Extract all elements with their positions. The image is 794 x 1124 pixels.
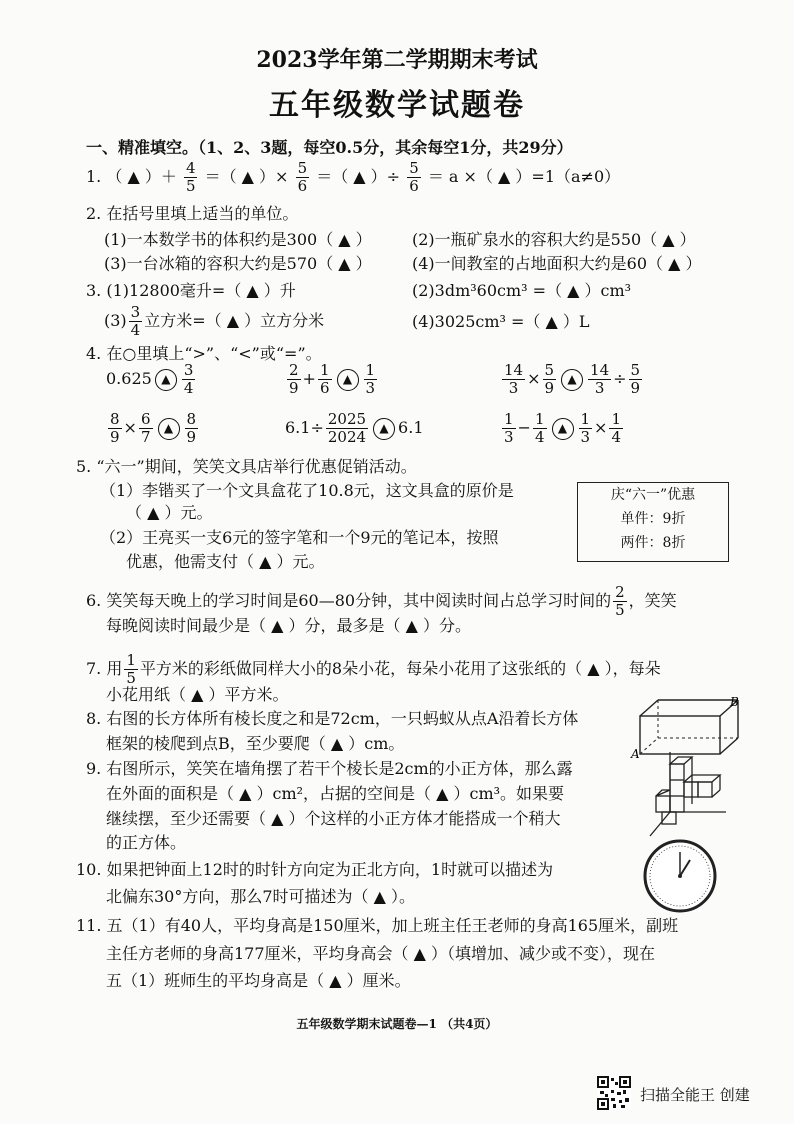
- question-number: 8.: [86, 709, 102, 728]
- fraction: $\frac{4}{5}$: [185, 159, 196, 195]
- fraction: $\frac{1}{3}$: [580, 410, 591, 446]
- question-6-line-1: 6. 笑笑每天晚上的学习时间是60—80分钟，其中阅读时间占总学习时间的 $\frac{2}{5}$ ，笑笑: [86, 583, 677, 619]
- question-text: 在○里填上“>”、“<”或“=”。: [106, 344, 322, 363]
- fraction: $\frac{2025}{2024}$: [327, 410, 367, 446]
- q1-part-d: ＝ a ×（ ▲ ）=1（a≠0）: [427, 167, 621, 186]
- q2-item-3: (3)一台冰箱的容积大约是570（ ▲ ）: [104, 254, 372, 273]
- fraction: $\frac{14}{3}$: [504, 361, 524, 397]
- fraction: $\frac{3}{4}$: [183, 361, 194, 397]
- compare-item-2: $\frac{2}{9}$ + $\frac{1}{6}$ ▲ $\frac{1}{3}$: [289, 361, 376, 397]
- question-number: 3.: [86, 281, 102, 300]
- q5-part-1a: （1）李锴买了一个文具盒花了10.8元，这文具盒的原价是: [100, 481, 514, 500]
- compare-item-3: $\frac{14}{3}$ × $\frac{5}{9}$ ▲ $\frac{14}{3}$ ÷ $\frac{5}{9}$: [504, 361, 641, 397]
- question-10-line-2: 北偏东30°方向，那么7时可描述为（ ▲ ）。: [106, 887, 416, 906]
- question-1: [86, 160, 620, 195]
- question-9-line-1: 9. 右图所示，笑笑在墙角摆了若干个棱长是2cm的小正方体，那么露: [86, 759, 573, 778]
- compare-circle: ▲: [158, 418, 180, 440]
- fraction: $\frac{5}{6}$: [409, 159, 419, 195]
- compare-circle: ▲: [155, 369, 177, 391]
- question-3-row-1: [86, 280, 296, 302]
- fraction: $\frac{5}{6}$: [297, 159, 308, 195]
- question-10-line-1: 10. 如果把钟面上12时的时针方向定为正北方向，1时就可以描述为: [76, 860, 554, 879]
- fraction: $\frac{5}{9}$: [630, 361, 641, 397]
- compare-circle: ▲: [561, 369, 583, 391]
- fraction: $\frac{1}{6}$: [319, 361, 330, 397]
- q5-part-1b: （ ▲ ）元。: [126, 503, 213, 522]
- q5-part-2b: 优惠，他需支付（ ▲ ）元。: [126, 552, 325, 571]
- question-number: 4.: [86, 344, 102, 363]
- fraction: $\frac{3}{4}$: [130, 303, 141, 339]
- fraction: $\frac{8}{9}$: [186, 410, 197, 446]
- compare-item-6: $\frac{1}{3}$ − $\frac{1}{4}$ ▲ $\frac{1}{3}$ × $\frac{1}{4}$: [504, 410, 621, 446]
- fraction: $\frac{1}{3}$: [504, 410, 514, 446]
- compare-circle: ▲: [373, 418, 395, 440]
- promo-line-2: 两件：8折: [620, 535, 686, 551]
- question-9-line-3: 继续摆，至少还需要（ ▲ ）个这样的小正方体才能搭成一个稍大: [106, 809, 561, 828]
- page-footer: 五年级数学期末试题卷—1 （共4页）: [296, 1017, 498, 1031]
- fraction: $\frac{2}{9}$: [289, 361, 299, 397]
- paper-title: 五年级数学试题卷: [269, 88, 525, 123]
- question-7-line-2: 小花用纸（ ▲ ）平方米。: [106, 685, 289, 704]
- q3-item-1: (1)12800毫升=（ ▲ ）升: [106, 281, 296, 300]
- fraction: $\frac{2}{5}$: [615, 583, 625, 619]
- question-number: 2.: [86, 204, 102, 223]
- scanner-watermark: 扫描全能王 创建: [640, 1086, 750, 1104]
- question-2-stem: [86, 203, 298, 225]
- point-b-label: B: [730, 696, 739, 709]
- q1-part-b: ＝（ ▲ ）×: [204, 167, 289, 186]
- question-8-line-1: 8. 右图的长方体所有棱长度之和是72cm，一只蚂蚁从点A沿着长方体: [86, 709, 579, 728]
- question-number: 10.: [76, 860, 102, 879]
- q2-item-1: (1)一本数学书的体积约是300（ ▲ ）: [104, 230, 372, 249]
- q2-item-4: (4)一间教室的占地面积大约是60（ ▲ ）: [412, 254, 702, 273]
- question-9-line-4: 的正方体。: [106, 833, 187, 852]
- qr-code-icon: [597, 1076, 631, 1110]
- compare-circle: ▲: [552, 418, 574, 440]
- q3-item-4: (4)3025cm³ =（ ▲ ）L: [412, 312, 590, 331]
- question-8-line-2: 框架的棱爬到点B，至少要爬（ ▲ ）cm。: [106, 734, 405, 753]
- q3-item-2: (2)3dm³60cm³ =（ ▲ ）cm³: [412, 281, 632, 300]
- fraction: $\frac{5}{9}$: [544, 361, 555, 397]
- q2-item-2: (2)一瓶矿泉水的容积大约是550（ ▲ ）: [412, 230, 696, 249]
- q1-part-c: ＝（ ▲ ）÷: [316, 167, 401, 186]
- question-number: 11.: [76, 916, 102, 935]
- question-number: 9.: [86, 759, 102, 778]
- cubes-corner-figure: [648, 748, 728, 840]
- promo-title: 庆“六一”优惠: [610, 487, 696, 503]
- question-11-line-3: 五（1）班师生的平均身高是（ ▲ ）厘米。: [106, 971, 411, 990]
- question-number: 5.: [76, 457, 92, 476]
- section-heading: 一、精准填空。（1、2、3题，每空0.5分，其余每空1分，共29分）: [86, 138, 573, 157]
- promo-line-1: 单件：9折: [620, 511, 686, 527]
- clock-icon: [642, 838, 718, 914]
- fraction: $\frac{1}{4}$: [534, 410, 545, 446]
- question-number: 6.: [86, 591, 102, 610]
- question-9-line-2: 在外面的面积是（ ▲ ）cm²，占据的空间是（ ▲ ）cm³。如果要: [106, 784, 565, 803]
- q1-part-a: （ ▲ ）＋: [106, 167, 177, 186]
- question-11-line-2: 主任方老师的身高177厘米，平均身高会（ ▲ ）（填增加、减少或不变），现在: [106, 944, 656, 963]
- question-text: 在括号里填上适当的单位。: [106, 204, 299, 223]
- fraction: $\frac{1}{4}$: [611, 410, 621, 446]
- fraction: $\frac{1}{3}$: [365, 361, 376, 397]
- exam-title: 2023学年第二学期期末考试: [256, 47, 538, 73]
- fraction: $\frac{8}{9}$: [110, 410, 120, 446]
- question-7-line-1: 7. 用 $\frac{1}{5}$ 平方米的彩纸做同样大小的8朵小花，每朵小花用了这张纸的（ ▲ ），每朵: [86, 651, 661, 687]
- fraction: $\frac{14}{3}$: [590, 361, 610, 397]
- promo-box: [577, 482, 729, 562]
- question-6-line-2: 每晚阅读时间最少是（ ▲ ）分，最多是（ ▲ ）分。: [106, 616, 471, 635]
- q5-part-2a: （2）王亮买一支6元的签字笔和一个9元的笔记本，按照: [100, 528, 499, 547]
- fraction: $\frac{6}{7}$: [140, 410, 151, 446]
- fraction: $\frac{1}{5}$: [126, 651, 136, 687]
- compare-circle: ▲: [337, 369, 359, 391]
- compare-item-1: 0.625 ▲ $\frac{3}{4}$: [106, 361, 194, 397]
- point-a-label: A: [631, 747, 640, 761]
- question-number: 1.: [86, 167, 102, 186]
- compare-item-4: $\frac{8}{9}$ × $\frac{6}{7}$ ▲ $\frac{8}{9}$: [110, 410, 197, 446]
- question-text: “六一”期间，笑笑文具店举行优惠促销活动。: [96, 457, 417, 476]
- question-11-line-1: 11. 五（1）有40人，平均身高是150厘米，加上班主任王老师的身高165厘米，副班: [76, 916, 679, 935]
- question-number: 7.: [86, 659, 102, 678]
- q3-item-3: (3) $\frac{3}{4}$ 立方米=（ ▲ ）立方分米: [104, 303, 325, 339]
- question-5-stem: [76, 456, 417, 478]
- compare-item-5: 6.1÷ $\frac{2025}{2024}$ ▲ 6.1: [285, 410, 424, 446]
